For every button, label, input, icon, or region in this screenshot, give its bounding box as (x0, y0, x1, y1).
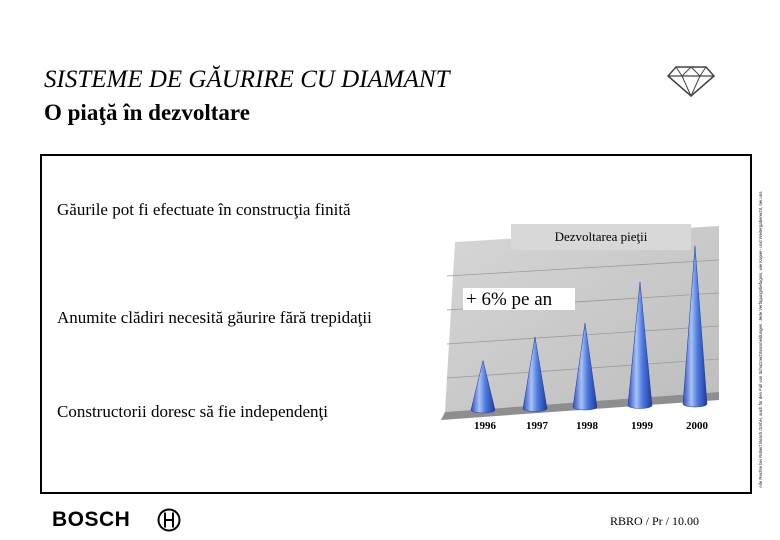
bosch-armature-icon (157, 508, 181, 532)
x-tick-1996: 1996 (474, 420, 496, 432)
x-tick-1999: 1999 (631, 420, 653, 432)
slide-title: SISTEME DE GĂURIRE CU DIAMANT (44, 66, 450, 93)
point-finished-construction: Găurile pot fi efectuate în construcţia finită (57, 200, 351, 219)
x-tick-2000: 2000 (686, 420, 708, 432)
copyright-note: Alle Rechte bei Robert Bosch GmbH, auch für den Fall von Schutzrechtsanmeldungen. Jede Verfügungsbefugnis, wie Kopier- und Weitergaberecht, bei uns. (758, 190, 763, 488)
document-code: RBRO / Pr / 10.00 (610, 514, 700, 528)
x-tick-1998: 1998 (576, 420, 598, 432)
point-builders-independent: Constructorii doresc să fie independenţi (57, 402, 328, 421)
x-tick-1997: 1997 (526, 420, 548, 432)
bosch-logo: BOSCH (52, 508, 131, 531)
market-growth-chart (435, 222, 725, 437)
point-vibration-free-drilling: Anumite clădiri necesită găurire fără trepidaţii (57, 308, 372, 327)
diamond-icon (666, 64, 716, 98)
growth-annotation: + 6% pe an (466, 289, 553, 310)
chart-title: Dezvoltarea pieţii (554, 229, 648, 244)
slide-subtitle: O piaţă în dezvoltare (44, 100, 250, 125)
